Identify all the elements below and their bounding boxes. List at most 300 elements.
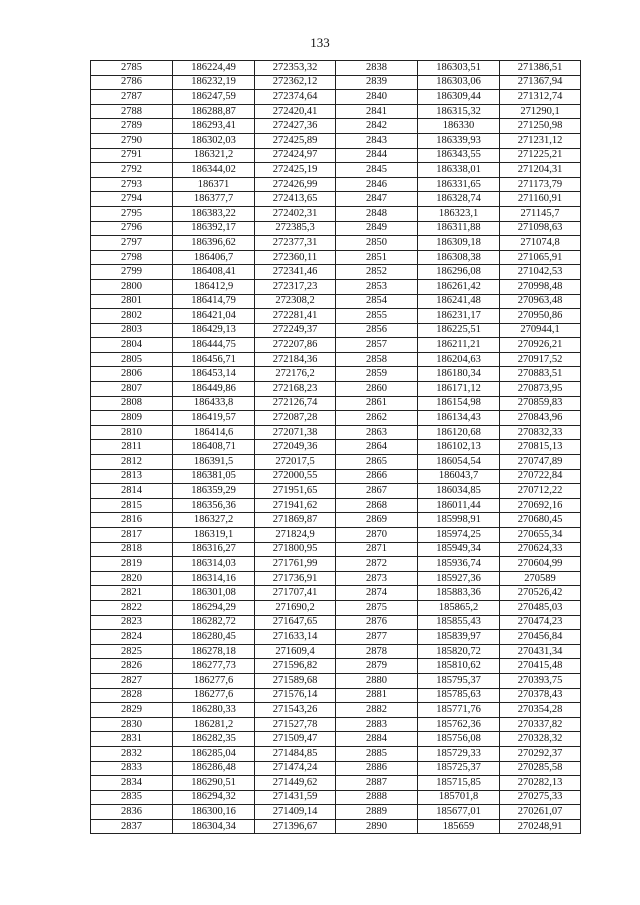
y-coordinate-left-cell: 271869,87 — [255, 513, 336, 528]
y-coordinate-left-cell: 272184,36 — [255, 352, 336, 367]
point-number-right-cell: 2860 — [336, 382, 418, 397]
table-row — [91, 265, 581, 280]
y-coordinate-left-cell: 272207,86 — [255, 338, 336, 353]
x-coordinate-right-cell: 186241,48 — [418, 294, 500, 309]
point-number-left-cell: 2807 — [91, 382, 173, 397]
y-coordinate-left-cell: 271609,4 — [255, 644, 336, 659]
x-coordinate-left-cell: 186429,13 — [173, 323, 255, 338]
y-coordinate-right-cell: 271250,98 — [500, 119, 581, 134]
table-row — [91, 703, 581, 718]
x-coordinate-left-cell: 186414,6 — [173, 425, 255, 440]
point-number-left-cell: 2830 — [91, 717, 173, 732]
x-coordinate-right-cell: 186308,38 — [418, 250, 500, 265]
table-row — [91, 776, 581, 791]
y-coordinate-right-cell: 270415,48 — [500, 659, 581, 674]
y-coordinate-right-cell: 270261,07 — [500, 805, 581, 820]
y-coordinate-right-cell: 270692,16 — [500, 498, 581, 513]
x-coordinate-right-cell: 186331,65 — [418, 177, 500, 192]
table-row — [91, 717, 581, 732]
y-coordinate-right-cell: 271312,74 — [500, 90, 581, 105]
coordinates-table — [90, 60, 581, 834]
y-coordinate-right-cell: 270285,58 — [500, 761, 581, 776]
x-coordinate-right-cell: 186309,18 — [418, 236, 500, 251]
x-coordinate-left-cell: 186433,8 — [173, 396, 255, 411]
point-number-right-cell: 2861 — [336, 396, 418, 411]
point-number-left-cell: 2810 — [91, 425, 173, 440]
table-row — [91, 367, 581, 382]
point-number-right-cell: 2840 — [336, 90, 418, 105]
point-number-left-cell: 2816 — [91, 513, 173, 528]
x-coordinate-left-cell: 186294,32 — [173, 790, 255, 805]
point-number-left-cell: 2786 — [91, 75, 173, 90]
point-number-left-cell: 2829 — [91, 703, 173, 718]
y-coordinate-left-cell: 272402,31 — [255, 206, 336, 221]
x-coordinate-right-cell: 185855,43 — [418, 615, 500, 630]
x-coordinate-right-cell: 186330 — [418, 119, 500, 134]
y-coordinate-right-cell: 271386,51 — [500, 61, 581, 76]
y-coordinate-right-cell: 271160,91 — [500, 192, 581, 207]
table-row — [91, 119, 581, 134]
x-coordinate-right-cell: 186315,32 — [418, 104, 500, 119]
x-coordinate-right-cell: 185771,76 — [418, 703, 500, 718]
x-coordinate-left-cell: 186280,33 — [173, 703, 255, 718]
x-coordinate-left-cell: 186381,05 — [173, 469, 255, 484]
y-coordinate-left-cell: 271449,62 — [255, 776, 336, 791]
y-coordinate-right-cell: 271065,91 — [500, 250, 581, 265]
y-coordinate-right-cell: 270883,51 — [500, 367, 581, 382]
x-coordinate-right-cell: 185974,25 — [418, 528, 500, 543]
x-coordinate-right-cell: 185883,36 — [418, 586, 500, 601]
y-coordinate-right-cell: 270456,84 — [500, 630, 581, 645]
y-coordinate-left-cell: 271951,65 — [255, 484, 336, 499]
x-coordinate-right-cell: 185677,01 — [418, 805, 500, 820]
y-coordinate-right-cell: 270624,33 — [500, 542, 581, 557]
point-number-right-cell: 2864 — [336, 440, 418, 455]
x-coordinate-right-cell: 186034,85 — [418, 484, 500, 499]
point-number-right-cell: 2848 — [336, 206, 418, 221]
x-coordinate-right-cell: 186231,17 — [418, 309, 500, 324]
table-row — [91, 396, 581, 411]
table-row — [91, 805, 581, 820]
point-number-right-cell: 2887 — [336, 776, 418, 791]
x-coordinate-left-cell: 186406,7 — [173, 250, 255, 265]
point-number-right-cell: 2880 — [336, 673, 418, 688]
y-coordinate-right-cell: 270292,37 — [500, 746, 581, 761]
y-coordinate-left-cell: 271484,85 — [255, 746, 336, 761]
x-coordinate-left-cell: 186383,22 — [173, 206, 255, 221]
coordinates-table-body — [91, 61, 581, 834]
point-number-left-cell: 2837 — [91, 819, 173, 834]
point-number-left-cell: 2812 — [91, 455, 173, 470]
point-number-left-cell: 2787 — [91, 90, 173, 105]
x-coordinate-right-cell: 185865,2 — [418, 600, 500, 615]
point-number-left-cell: 2790 — [91, 133, 173, 148]
y-coordinate-left-cell: 272087,28 — [255, 411, 336, 426]
point-number-left-cell: 2820 — [91, 571, 173, 586]
point-number-right-cell: 2889 — [336, 805, 418, 820]
x-coordinate-left-cell: 186282,72 — [173, 615, 255, 630]
x-coordinate-right-cell: 186204,63 — [418, 352, 500, 367]
table-row — [91, 338, 581, 353]
x-coordinate-right-cell: 186054,54 — [418, 455, 500, 470]
y-coordinate-left-cell: 271824,9 — [255, 528, 336, 543]
point-number-left-cell: 2814 — [91, 484, 173, 499]
point-number-left-cell: 2833 — [91, 761, 173, 776]
y-coordinate-left-cell: 271576,14 — [255, 688, 336, 703]
x-coordinate-left-cell: 186408,41 — [173, 265, 255, 280]
y-coordinate-right-cell: 270393,75 — [500, 673, 581, 688]
table-row — [91, 469, 581, 484]
x-coordinate-right-cell: 185701,8 — [418, 790, 500, 805]
y-coordinate-left-cell: 272126,74 — [255, 396, 336, 411]
table-row — [91, 571, 581, 586]
table-row — [91, 90, 581, 105]
point-number-left-cell: 2813 — [91, 469, 173, 484]
y-coordinate-left-cell: 272281,41 — [255, 309, 336, 324]
point-number-left-cell: 2808 — [91, 396, 173, 411]
y-coordinate-left-cell: 272308,2 — [255, 294, 336, 309]
point-number-right-cell: 2884 — [336, 732, 418, 747]
page-number: 133 — [310, 35, 330, 50]
x-coordinate-left-cell: 186232,19 — [173, 75, 255, 90]
point-number-right-cell: 2869 — [336, 513, 418, 528]
y-coordinate-left-cell: 272049,36 — [255, 440, 336, 455]
x-coordinate-left-cell: 186392,17 — [173, 221, 255, 236]
y-coordinate-right-cell: 270944,1 — [500, 323, 581, 338]
x-coordinate-right-cell: 186180,34 — [418, 367, 500, 382]
x-coordinate-right-cell: 186328,74 — [418, 192, 500, 207]
table-row — [91, 250, 581, 265]
y-coordinate-right-cell: 271367,94 — [500, 75, 581, 90]
point-number-right-cell: 2844 — [336, 148, 418, 163]
point-number-right-cell: 2847 — [336, 192, 418, 207]
point-number-right-cell: 2856 — [336, 323, 418, 338]
x-coordinate-right-cell: 186323,1 — [418, 206, 500, 221]
point-number-left-cell: 2800 — [91, 279, 173, 294]
x-coordinate-left-cell: 186319,1 — [173, 528, 255, 543]
y-coordinate-left-cell: 272374,64 — [255, 90, 336, 105]
point-number-right-cell: 2858 — [336, 352, 418, 367]
table-row — [91, 455, 581, 470]
table-row — [91, 615, 581, 630]
point-number-left-cell: 2817 — [91, 528, 173, 543]
y-coordinate-right-cell: 271290,1 — [500, 104, 581, 119]
x-coordinate-left-cell: 186453,14 — [173, 367, 255, 382]
point-number-left-cell: 2804 — [91, 338, 173, 353]
point-number-left-cell: 2811 — [91, 440, 173, 455]
point-number-left-cell: 2798 — [91, 250, 173, 265]
point-number-right-cell: 2854 — [336, 294, 418, 309]
x-coordinate-left-cell: 186412,9 — [173, 279, 255, 294]
x-coordinate-left-cell: 186224,49 — [173, 61, 255, 76]
x-coordinate-left-cell: 186290,51 — [173, 776, 255, 791]
point-number-left-cell: 2799 — [91, 265, 173, 280]
y-coordinate-right-cell: 270963,48 — [500, 294, 581, 309]
y-coordinate-right-cell: 271074,8 — [500, 236, 581, 251]
y-coordinate-right-cell: 270680,45 — [500, 513, 581, 528]
y-coordinate-right-cell: 270526,42 — [500, 586, 581, 601]
x-coordinate-right-cell: 186102,13 — [418, 440, 500, 455]
y-coordinate-left-cell: 272425,89 — [255, 133, 336, 148]
point-number-left-cell: 2832 — [91, 746, 173, 761]
table-row — [91, 513, 581, 528]
y-coordinate-right-cell: 270589 — [500, 571, 581, 586]
x-coordinate-left-cell: 186280,45 — [173, 630, 255, 645]
x-coordinate-left-cell: 186286,48 — [173, 761, 255, 776]
x-coordinate-right-cell: 185998,91 — [418, 513, 500, 528]
x-coordinate-right-cell: 186343,55 — [418, 148, 500, 163]
x-coordinate-left-cell: 186444,75 — [173, 338, 255, 353]
y-coordinate-left-cell: 272377,31 — [255, 236, 336, 251]
x-coordinate-left-cell: 186277,6 — [173, 673, 255, 688]
point-number-left-cell: 2821 — [91, 586, 173, 601]
y-coordinate-right-cell: 270282,13 — [500, 776, 581, 791]
point-number-right-cell: 2853 — [336, 279, 418, 294]
point-number-left-cell: 2793 — [91, 177, 173, 192]
x-coordinate-right-cell: 186211,21 — [418, 338, 500, 353]
y-coordinate-right-cell: 270275,33 — [500, 790, 581, 805]
y-coordinate-left-cell: 271800,95 — [255, 542, 336, 557]
x-coordinate-right-cell: 185729,33 — [418, 746, 500, 761]
x-coordinate-left-cell: 186419,57 — [173, 411, 255, 426]
table-row — [91, 177, 581, 192]
y-coordinate-left-cell: 272249,37 — [255, 323, 336, 338]
table-row — [91, 104, 581, 119]
point-number-right-cell: 2871 — [336, 542, 418, 557]
x-coordinate-left-cell: 186314,16 — [173, 571, 255, 586]
table-row — [91, 192, 581, 207]
point-number-right-cell: 2859 — [336, 367, 418, 382]
x-coordinate-left-cell: 186277,6 — [173, 688, 255, 703]
x-coordinate-right-cell: 185949,34 — [418, 542, 500, 557]
y-coordinate-right-cell: 271173,79 — [500, 177, 581, 192]
y-coordinate-left-cell: 272385,3 — [255, 221, 336, 236]
y-coordinate-left-cell: 272427,36 — [255, 119, 336, 134]
point-number-right-cell: 2870 — [336, 528, 418, 543]
point-number-right-cell: 2839 — [336, 75, 418, 90]
y-coordinate-left-cell: 272017,5 — [255, 455, 336, 470]
y-coordinate-left-cell: 271396,67 — [255, 819, 336, 834]
x-coordinate-left-cell: 186278,18 — [173, 644, 255, 659]
y-coordinate-left-cell: 271941,62 — [255, 498, 336, 513]
x-coordinate-right-cell: 186171,12 — [418, 382, 500, 397]
y-coordinate-right-cell: 270832,33 — [500, 425, 581, 440]
y-coordinate-left-cell: 272420,41 — [255, 104, 336, 119]
table-row — [91, 236, 581, 251]
x-coordinate-left-cell: 186321,2 — [173, 148, 255, 163]
x-coordinate-right-cell: 186011,44 — [418, 498, 500, 513]
y-coordinate-left-cell: 271761,99 — [255, 557, 336, 572]
table-row — [91, 600, 581, 615]
table-row — [91, 790, 581, 805]
point-number-left-cell: 2836 — [91, 805, 173, 820]
point-number-right-cell: 2872 — [336, 557, 418, 572]
x-coordinate-right-cell: 185820,72 — [418, 644, 500, 659]
x-coordinate-right-cell: 186120,68 — [418, 425, 500, 440]
x-coordinate-left-cell: 186300,16 — [173, 805, 255, 820]
table-row — [91, 294, 581, 309]
x-coordinate-right-cell: 185762,36 — [418, 717, 500, 732]
table-row — [91, 644, 581, 659]
y-coordinate-left-cell: 272426,99 — [255, 177, 336, 192]
y-coordinate-right-cell: 270917,52 — [500, 352, 581, 367]
y-coordinate-left-cell: 272168,23 — [255, 382, 336, 397]
table-row — [91, 309, 581, 324]
x-coordinate-left-cell: 186316,27 — [173, 542, 255, 557]
table-row — [91, 732, 581, 747]
x-coordinate-left-cell: 186294,29 — [173, 600, 255, 615]
point-number-right-cell: 2882 — [336, 703, 418, 718]
point-number-left-cell: 2809 — [91, 411, 173, 426]
x-coordinate-right-cell: 185839,97 — [418, 630, 500, 645]
y-coordinate-left-cell: 271707,41 — [255, 586, 336, 601]
point-number-right-cell: 2876 — [336, 615, 418, 630]
y-coordinate-right-cell: 270873,95 — [500, 382, 581, 397]
x-coordinate-right-cell: 186309,44 — [418, 90, 500, 105]
y-coordinate-right-cell: 270926,21 — [500, 338, 581, 353]
point-number-right-cell: 2868 — [336, 498, 418, 513]
x-coordinate-right-cell: 185795,37 — [418, 673, 500, 688]
y-coordinate-left-cell: 272353,32 — [255, 61, 336, 76]
point-number-right-cell: 2890 — [336, 819, 418, 834]
y-coordinate-right-cell: 270485,03 — [500, 600, 581, 615]
y-coordinate-left-cell: 271596,82 — [255, 659, 336, 674]
table-row — [91, 630, 581, 645]
point-number-left-cell: 2835 — [91, 790, 173, 805]
y-coordinate-left-cell: 272341,46 — [255, 265, 336, 280]
point-number-left-cell: 2834 — [91, 776, 173, 791]
point-number-left-cell: 2802 — [91, 309, 173, 324]
x-coordinate-right-cell: 185810,62 — [418, 659, 500, 674]
point-number-left-cell: 2792 — [91, 163, 173, 178]
table-row — [91, 673, 581, 688]
point-number-right-cell: 2867 — [336, 484, 418, 499]
y-coordinate-right-cell: 270950,86 — [500, 309, 581, 324]
point-number-left-cell: 2831 — [91, 732, 173, 747]
table-row — [91, 279, 581, 294]
x-coordinate-right-cell: 185936,74 — [418, 557, 500, 572]
y-coordinate-right-cell: 270722,84 — [500, 469, 581, 484]
point-number-left-cell: 2815 — [91, 498, 173, 513]
y-coordinate-right-cell: 270712,22 — [500, 484, 581, 499]
table-row — [91, 746, 581, 761]
point-number-right-cell: 2886 — [336, 761, 418, 776]
x-coordinate-right-cell: 185785,63 — [418, 688, 500, 703]
x-coordinate-left-cell: 186277,73 — [173, 659, 255, 674]
point-number-right-cell: 2852 — [336, 265, 418, 280]
point-number-right-cell: 2874 — [336, 586, 418, 601]
table-row — [91, 61, 581, 76]
y-coordinate-right-cell: 271225,21 — [500, 148, 581, 163]
table-row — [91, 586, 581, 601]
y-coordinate-left-cell: 271509,47 — [255, 732, 336, 747]
y-coordinate-right-cell: 270474,23 — [500, 615, 581, 630]
point-number-left-cell: 2797 — [91, 236, 173, 251]
point-number-left-cell: 2826 — [91, 659, 173, 674]
x-coordinate-left-cell: 186293,41 — [173, 119, 255, 134]
y-coordinate-right-cell: 270354,28 — [500, 703, 581, 718]
x-coordinate-left-cell: 186327,2 — [173, 513, 255, 528]
x-coordinate-right-cell: 185927,36 — [418, 571, 500, 586]
y-coordinate-right-cell: 270604,99 — [500, 557, 581, 572]
table-row — [91, 498, 581, 513]
table-row — [91, 221, 581, 236]
table-row — [91, 148, 581, 163]
point-number-right-cell: 2843 — [336, 133, 418, 148]
x-coordinate-right-cell: 186296,08 — [418, 265, 500, 280]
x-coordinate-left-cell: 186281,2 — [173, 717, 255, 732]
point-number-right-cell: 2881 — [336, 688, 418, 703]
y-coordinate-left-cell: 271543,26 — [255, 703, 336, 718]
x-coordinate-left-cell: 186391,5 — [173, 455, 255, 470]
table-row — [91, 528, 581, 543]
point-number-left-cell: 2805 — [91, 352, 173, 367]
x-coordinate-left-cell: 186356,36 — [173, 498, 255, 513]
x-coordinate-right-cell: 186154,98 — [418, 396, 500, 411]
point-number-right-cell: 2888 — [336, 790, 418, 805]
y-coordinate-right-cell: 270998,48 — [500, 279, 581, 294]
y-coordinate-left-cell: 272425,19 — [255, 163, 336, 178]
y-coordinate-right-cell: 270378,43 — [500, 688, 581, 703]
table-row — [91, 382, 581, 397]
x-coordinate-right-cell: 186225,51 — [418, 323, 500, 338]
point-number-right-cell: 2878 — [336, 644, 418, 659]
y-coordinate-right-cell: 271098,63 — [500, 221, 581, 236]
y-coordinate-left-cell: 271647,65 — [255, 615, 336, 630]
point-number-right-cell: 2865 — [336, 455, 418, 470]
x-coordinate-left-cell: 186408,71 — [173, 440, 255, 455]
y-coordinate-left-cell: 271633,14 — [255, 630, 336, 645]
table-row — [91, 484, 581, 499]
table-row — [91, 133, 581, 148]
y-coordinate-left-cell: 272000,55 — [255, 469, 336, 484]
x-coordinate-right-cell: 186311,88 — [418, 221, 500, 236]
y-coordinate-left-cell: 272413,65 — [255, 192, 336, 207]
point-number-left-cell: 2828 — [91, 688, 173, 703]
point-number-left-cell: 2788 — [91, 104, 173, 119]
point-number-right-cell: 2855 — [336, 309, 418, 324]
x-coordinate-right-cell: 186338,01 — [418, 163, 500, 178]
x-coordinate-right-cell: 185715,85 — [418, 776, 500, 791]
y-coordinate-left-cell: 271431,59 — [255, 790, 336, 805]
y-coordinate-right-cell: 271145,7 — [500, 206, 581, 221]
x-coordinate-right-cell: 186261,42 — [418, 279, 500, 294]
table-row — [91, 206, 581, 221]
y-coordinate-right-cell: 271231,12 — [500, 133, 581, 148]
table-row — [91, 440, 581, 455]
y-coordinate-right-cell: 270859,83 — [500, 396, 581, 411]
x-coordinate-right-cell: 185725,37 — [418, 761, 500, 776]
y-coordinate-right-cell: 270815,13 — [500, 440, 581, 455]
point-number-right-cell: 2877 — [336, 630, 418, 645]
x-coordinate-left-cell: 186344,02 — [173, 163, 255, 178]
y-coordinate-right-cell: 271042,53 — [500, 265, 581, 280]
point-number-right-cell: 2866 — [336, 469, 418, 484]
point-number-right-cell: 2879 — [336, 659, 418, 674]
y-coordinate-left-cell: 272424,97 — [255, 148, 336, 163]
x-coordinate-left-cell: 186282,35 — [173, 732, 255, 747]
y-coordinate-left-cell: 271474,24 — [255, 761, 336, 776]
point-number-right-cell: 2842 — [336, 119, 418, 134]
point-number-right-cell: 2873 — [336, 571, 418, 586]
x-coordinate-left-cell: 186377,7 — [173, 192, 255, 207]
point-number-right-cell: 2863 — [336, 425, 418, 440]
point-number-left-cell: 2795 — [91, 206, 173, 221]
y-coordinate-right-cell: 270248,91 — [500, 819, 581, 834]
x-coordinate-left-cell: 186314,03 — [173, 557, 255, 572]
point-number-right-cell: 2838 — [336, 61, 418, 76]
point-number-right-cell: 2875 — [336, 600, 418, 615]
